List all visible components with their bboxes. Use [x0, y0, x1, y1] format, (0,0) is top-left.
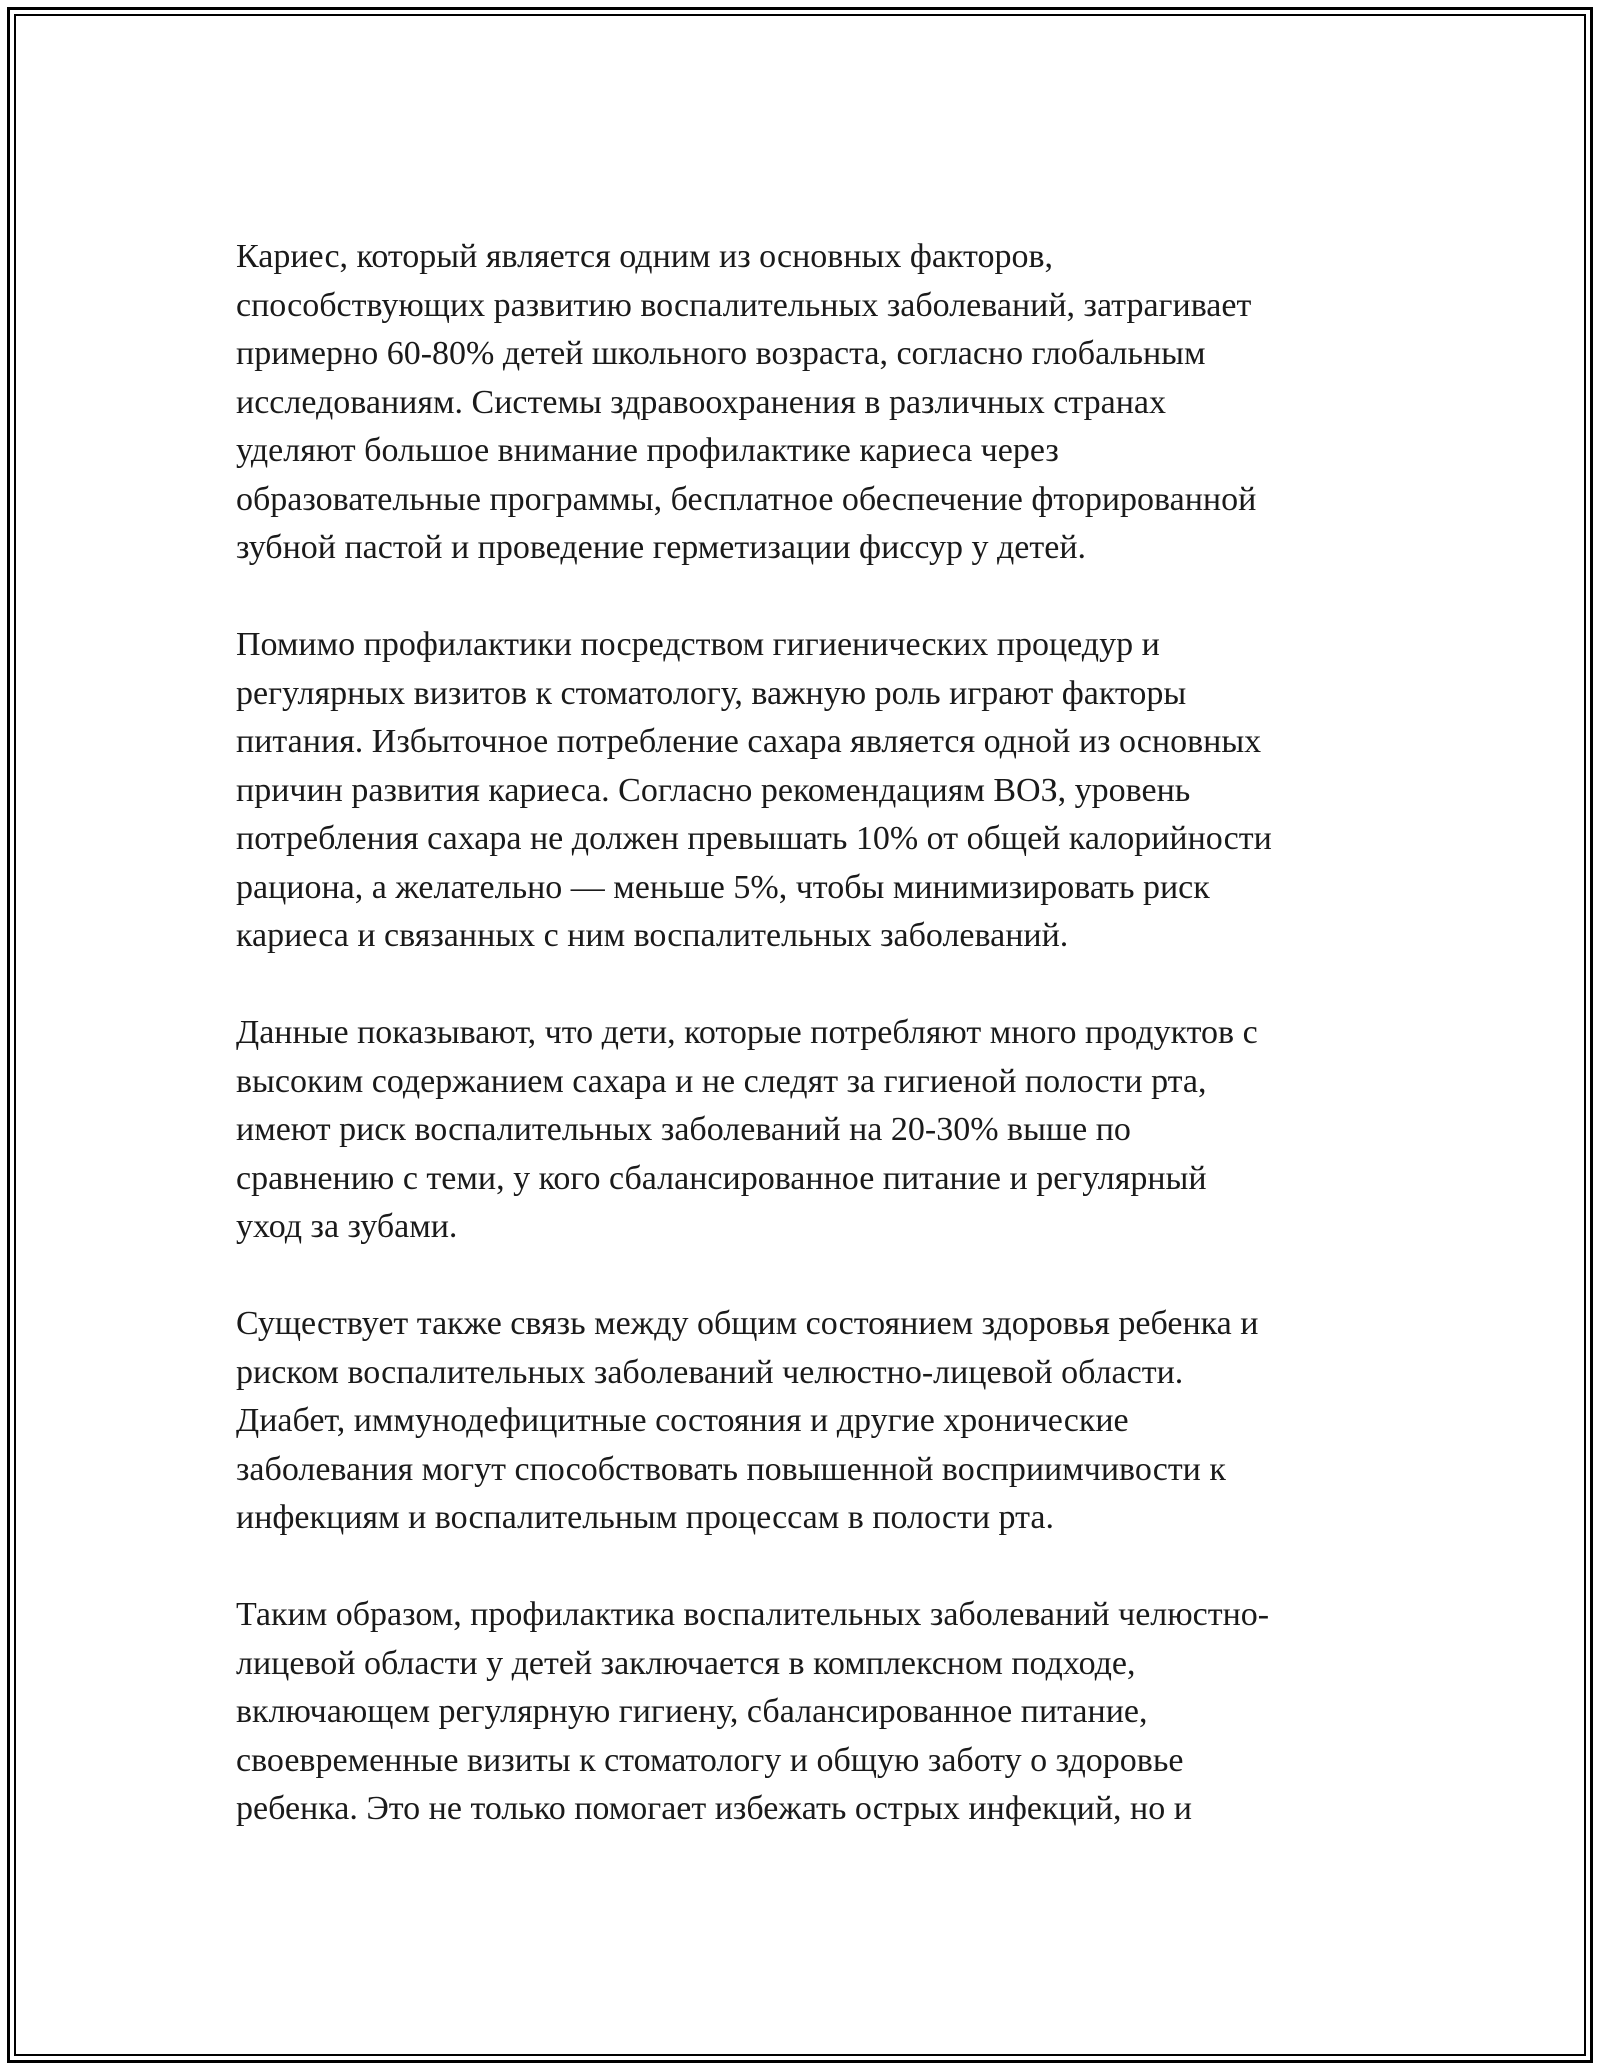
text-line: примерно 60-80% детей школьного возраста, согласно глобальным: [236, 335, 1206, 372]
text-line: ребенка. Это не только помогает избежать острых инфекций, но и: [236, 1790, 1192, 1827]
text-line: заболевания могут способствовать повышенной восприимчивости к: [236, 1450, 1226, 1488]
text-line: потребления сахара не должен превышать 10% от общей калорийности: [236, 820, 1272, 857]
text-line: Таким образом, профилактика воспалительных заболеваний челюстно-: [236, 1596, 1270, 1633]
paragraph-sugar-risk: [236, 1009, 1366, 1252]
text-line: включающем регулярную гигиену, сбалансированное питание,: [236, 1693, 1148, 1730]
text-line: Помимо профилактики посредством гигиенических процедур и: [236, 626, 1160, 663]
text-line: уделяют большое внимание профилактике кариеса через: [236, 432, 1059, 469]
paragraph-conclusion: [236, 1591, 1366, 1834]
text-line: Существует также связь между общим состоянием здоровья ребенка и: [236, 1305, 1259, 1342]
text-line: инфекциям и воспалительным процессам в полости рта.: [236, 1499, 1054, 1536]
paragraph-nutrition: [236, 621, 1366, 961]
text-line: сравнению с теми, у кого сбалансированное питание и регулярный: [236, 1159, 1207, 1197]
text-line: высоким содержанием сахара и не следят за гигиеной полости рта,: [236, 1062, 1207, 1100]
text-line: рациона, а желательно — меньше 5%, чтобы минимизировать риск: [236, 868, 1210, 906]
text-line: питания. Избыточное потребление сахара является одной из основных: [236, 723, 1262, 760]
text-line: исследованиям. Системы здравоохранения в различных странах: [236, 383, 1167, 421]
text-line: кариеса и связанных с ним воспалительных заболеваний.: [236, 917, 1069, 954]
document-body: [236, 233, 1366, 1882]
text-line: способствующих развитию воспалительных заболеваний, затрагивает: [236, 286, 1252, 324]
text-line: лицевой области у детей заключается в комплексном подходе,: [236, 1644, 1136, 1682]
text-line: своевременные визиты к стоматологу и общую заботу о здоровье: [236, 1741, 1184, 1779]
paragraph-general-health: [236, 1300, 1366, 1543]
text-line: уход за зубами.: [236, 1208, 458, 1245]
text-line: образовательные программы, бесплатное обеспечение фторированной: [236, 480, 1257, 518]
text-line: риском воспалительных заболеваний челюстно-лицевой области.: [236, 1353, 1184, 1391]
text-line: Кариес, который является одним из основных факторов,: [236, 238, 1054, 275]
paragraph-caries-prevalence: [236, 233, 1366, 573]
text-line: Диабет, иммунодефицитные состояния и другие хронические: [236, 1402, 1129, 1439]
text-line: регулярных визитов к стоматологу, важную роль играют факторы: [236, 674, 1187, 712]
text-line: зубной пастой и проведение герметизации фиссур у детей.: [236, 529, 1087, 566]
text-line: Данные показывают, что дети, которые потребляют много продуктов с: [236, 1014, 1258, 1051]
text-line: имеют риск воспалительных заболеваний на 20-30% выше по: [236, 1111, 1131, 1148]
text-line: причин развития кариеса. Согласно рекомендациям ВОЗ, уровень: [236, 771, 1191, 809]
